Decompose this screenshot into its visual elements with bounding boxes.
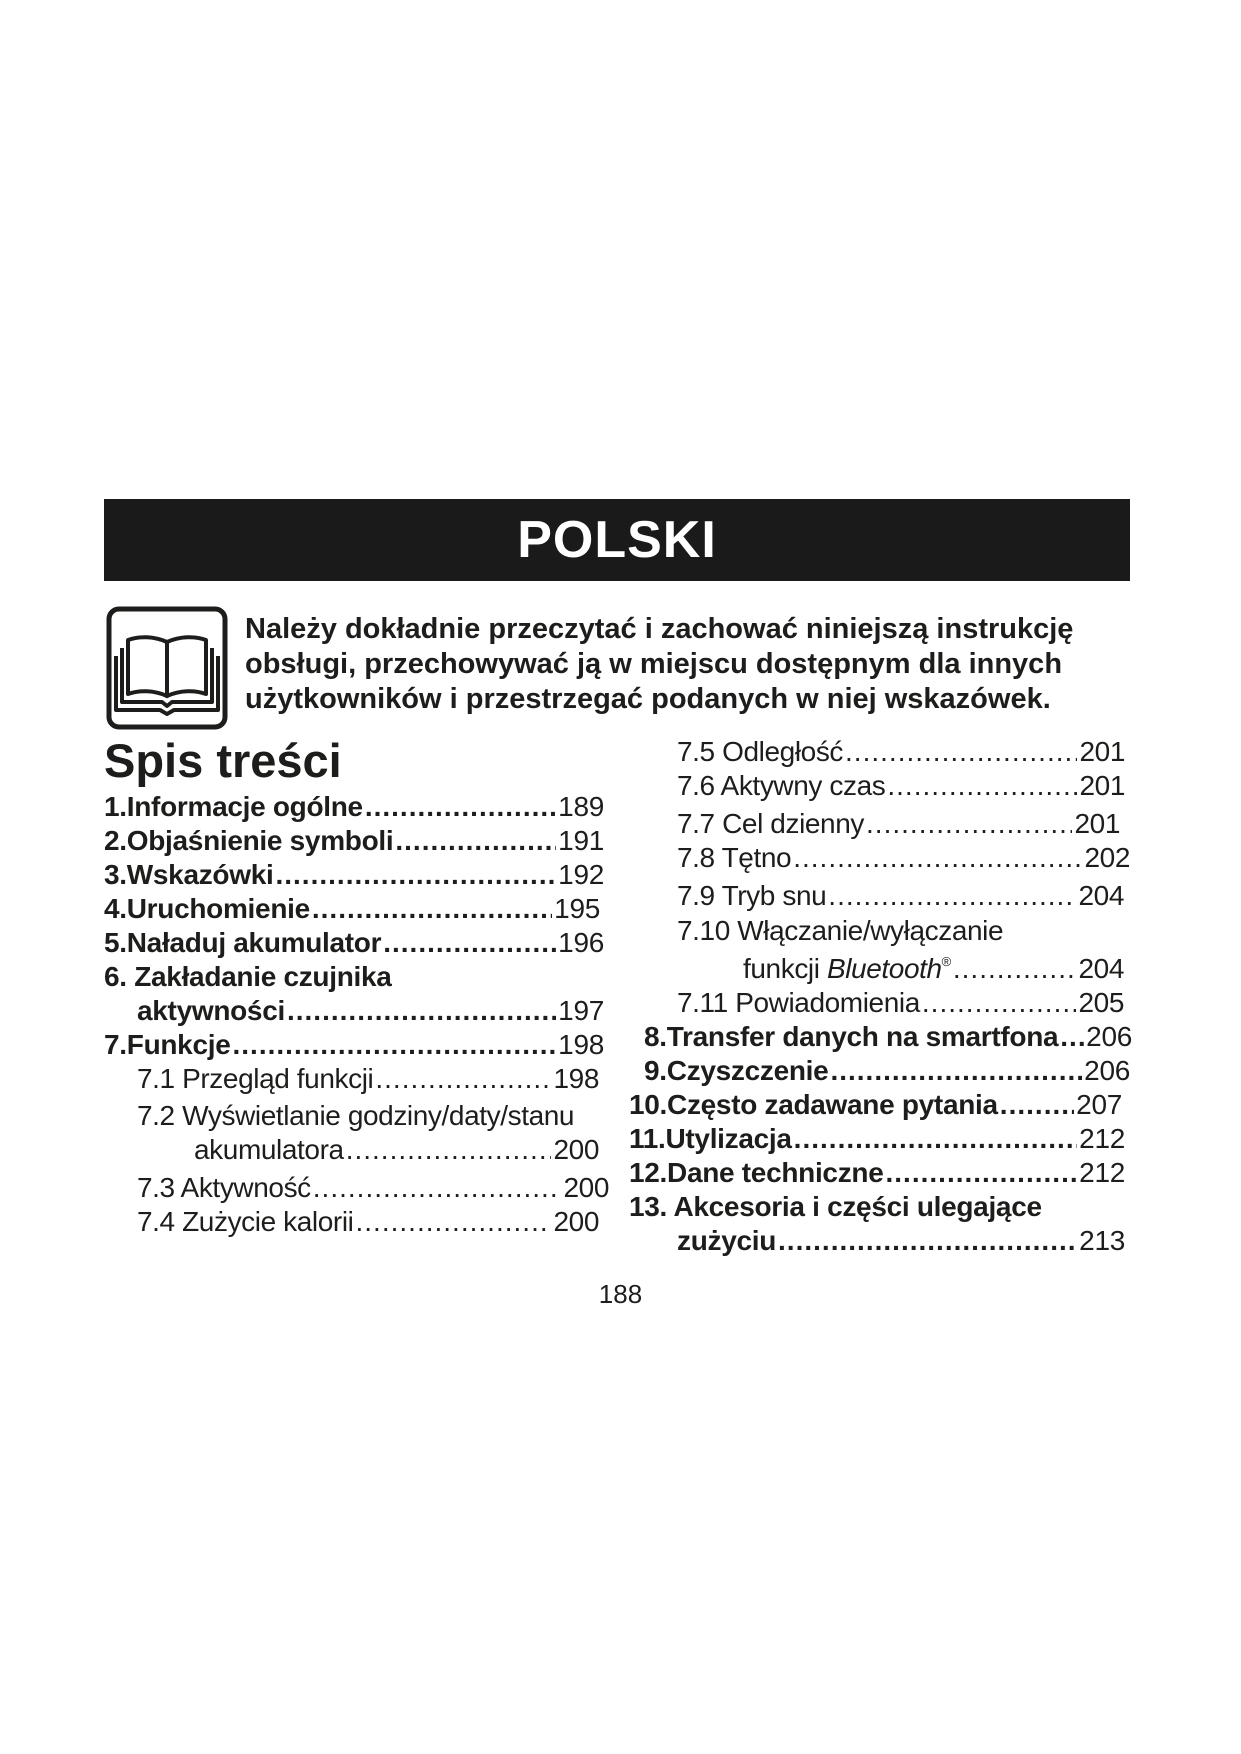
toc-entry[interactable] [629, 1122, 1125, 1156]
toc-entry-number: 5. [104, 927, 127, 958]
toc-entry-label-prefix: funkcji [743, 953, 827, 984]
toc-entry-label: Uruchomienie [126, 893, 310, 924]
dot-leader [312, 892, 552, 926]
toc-entry-number: 13. [629, 1191, 674, 1222]
toc-entry-label: 7.10 Włączanie/wyłączanie [677, 915, 1004, 946]
dot-leader [887, 769, 1077, 803]
toc-entry-first-line[interactable] [104, 960, 392, 994]
toc-entry[interactable] [677, 807, 1120, 841]
toc-entry-number: 8. [644, 1021, 667, 1052]
toc-entry-page: 195 [554, 893, 600, 924]
toc-entry-label: 7.5 Odległość [677, 736, 844, 767]
toc-entry-page: 198 [558, 1029, 604, 1060]
dot-leader [383, 926, 556, 960]
toc-entry[interactable] [104, 926, 604, 960]
toc-entry-page: 204 [1078, 880, 1124, 911]
toc-entry-page: 191 [558, 825, 604, 856]
toc-entry-label: 7.4 Zużycie kalorii [137, 1206, 354, 1237]
toc-entry-number: 4. [104, 893, 127, 924]
dot-leader [365, 790, 556, 824]
toc-entry-label: Często zadawane pytania [667, 1089, 998, 1120]
registered-mark: ® [941, 954, 951, 969]
toc-entry-label: 7.6 Aktywny czas [677, 770, 886, 801]
dot-leader [866, 807, 1072, 841]
toc-entry[interactable] [677, 986, 1124, 1020]
toc-entry-page: 212 [1079, 1123, 1125, 1154]
dot-leader [828, 879, 1076, 913]
dot-leader [346, 1133, 552, 1167]
toc-entry-page: 205 [1078, 987, 1124, 1018]
notice-line: obsługi, przechowywać ją w miejscu dostępnym dla innych [245, 648, 1063, 680]
toc-entry[interactable] [104, 892, 600, 926]
toc-entry-page: 196 [558, 927, 604, 958]
toc-entry-label: Dane techniczne [667, 1157, 884, 1188]
dot-leader [845, 735, 1077, 769]
dot-leader [830, 1054, 1082, 1088]
toc-entry[interactable] [137, 994, 604, 1028]
dot-leader [275, 858, 556, 892]
dot-leader [885, 1156, 1077, 1190]
dot-leader [395, 824, 556, 858]
toc-entry-page: 197 [558, 995, 604, 1026]
toc-entry-label: 7.3 Aktywność [137, 1172, 311, 1203]
toc-entry[interactable] [104, 824, 604, 858]
toc-entry-page: 200 [563, 1172, 609, 1203]
page-number: 188 [598, 1279, 643, 1309]
toc-entry[interactable] [104, 1028, 604, 1062]
toc-entry-page: 202 [1084, 842, 1130, 873]
toc-entry[interactable] [629, 1156, 1125, 1190]
toc-entry-page: 200 [553, 1206, 599, 1237]
language-banner [104, 499, 1130, 581]
toc-entry-first-line[interactable] [677, 914, 1003, 948]
toc-entry-number: 2. [104, 825, 127, 856]
toc-entry-number: 3. [104, 859, 127, 890]
toc-entry[interactable] [677, 1224, 1125, 1258]
language-title: POLSKI [517, 511, 717, 569]
toc-entry[interactable] [677, 879, 1124, 913]
toc-entry-label-continued: zużyciu [677, 1225, 777, 1256]
toc-entry-page: 200 [553, 1134, 599, 1165]
toc-entry[interactable] [104, 858, 604, 892]
toc-entry-number: 11. [629, 1123, 666, 1154]
toc-entry-label: 7.11 Powiadomienia [677, 987, 920, 1018]
toc-entry-number: 9. [644, 1055, 667, 1086]
dot-leader [793, 841, 1082, 875]
toc-entry-page: 201 [1074, 808, 1120, 839]
toc-entry[interactable] [644, 1020, 1132, 1054]
toc-entry[interactable] [137, 1062, 599, 1096]
dot-leader [355, 1205, 551, 1239]
bluetooth-brand: Bluetooth [826, 953, 942, 984]
toc-entry-label: Objaśnienie symboli [126, 825, 394, 856]
toc-entry-first-line[interactable] [629, 1190, 1042, 1224]
toc-entry-label: Utylizacja [665, 1123, 792, 1154]
toc-entry-page: 192 [558, 859, 604, 890]
toc-entry-page: 212 [1079, 1157, 1125, 1188]
toc-entry-number: 1. [104, 791, 127, 822]
toc-entry[interactable] [677, 735, 1125, 769]
toc-entry-label: 7.9 Tryb snu [677, 880, 827, 911]
notice-line: użytkowników i przestrzegać podanych w niej wskazówek. [245, 683, 1051, 715]
toc-entry-label: 7.2 Wyświetlanie godziny/daty/stanu [137, 1100, 575, 1131]
toc-entry-number: 7. [104, 1029, 127, 1060]
toc-entry-number: 10. [629, 1089, 668, 1120]
toc-entry-first-line[interactable] [137, 1099, 574, 1133]
toc-entry-label: 7.7 Cel dzienny [677, 808, 865, 839]
dot-leader [375, 1062, 551, 1096]
toc-entry-label-continued [743, 952, 951, 986]
toc-entry-label: Funkcje [126, 1029, 231, 1060]
toc-entry-page: 198 [553, 1063, 599, 1094]
toc-entry[interactable] [644, 1054, 1130, 1088]
safety-notice [245, 612, 1145, 717]
dot-leader [794, 1122, 1078, 1156]
toc-entry-page: 206 [1086, 1021, 1132, 1052]
toc-entry[interactable] [194, 1133, 599, 1167]
open-book-icon [106, 606, 228, 730]
toc-entry-page: 204 [1078, 953, 1124, 984]
toc-entry-page: 213 [1079, 1225, 1125, 1256]
toc-entry-label: Zakładanie czujnika [134, 961, 392, 992]
toc-entry-page: 201 [1079, 770, 1125, 801]
toc-entry-label: Akcesoria i części ulegające [673, 1191, 1042, 1222]
toc-title: Spis treści [104, 734, 342, 787]
dot-leader [1060, 1020, 1084, 1054]
toc-entry[interactable] [743, 952, 1124, 986]
toc-entry[interactable] [104, 790, 604, 824]
dot-leader [232, 1028, 556, 1062]
dot-leader [1000, 1088, 1074, 1122]
toc-entry-page: 201 [1079, 736, 1125, 767]
toc-entry-label-continued: aktywności [137, 995, 285, 1026]
toc-entry[interactable] [137, 1171, 609, 1205]
toc-entry-label: Transfer danych na smartfona [666, 1021, 1059, 1052]
notice-line: Należy dokładnie przeczytać i zachować niniejszą instrukcję [245, 613, 1074, 645]
dot-leader [922, 986, 1077, 1020]
toc-entry-page: 189 [558, 791, 604, 822]
toc-entry[interactable] [137, 1205, 599, 1239]
toc-entry[interactable] [677, 769, 1125, 803]
toc-entry-page: 207 [1076, 1089, 1122, 1120]
toc-entry-label-continued: akumulatora [194, 1134, 344, 1165]
dot-leader [778, 1224, 1077, 1258]
toc-entry[interactable] [677, 841, 1130, 875]
toc-entry-label: 7.8 Tętno [677, 842, 792, 873]
toc-entry-number: 12. [629, 1157, 668, 1188]
toc-entry-label: 7.1 Przegląd funkcji [137, 1063, 374, 1094]
toc-entry-label: Wskazówki [126, 859, 274, 890]
dot-leader [287, 994, 556, 1028]
dot-leader [313, 1171, 562, 1205]
toc-entry-label: Naładuj akumulator [126, 927, 382, 958]
toc-entry-label: Czyszczenie [666, 1055, 829, 1086]
toc-entry-label: Informacje ogólne [126, 791, 363, 822]
dot-leader [953, 952, 1077, 986]
toc-entry-number: 6. [104, 961, 135, 992]
toc-entry-page: 206 [1084, 1055, 1130, 1086]
toc-entry[interactable] [629, 1088, 1122, 1122]
